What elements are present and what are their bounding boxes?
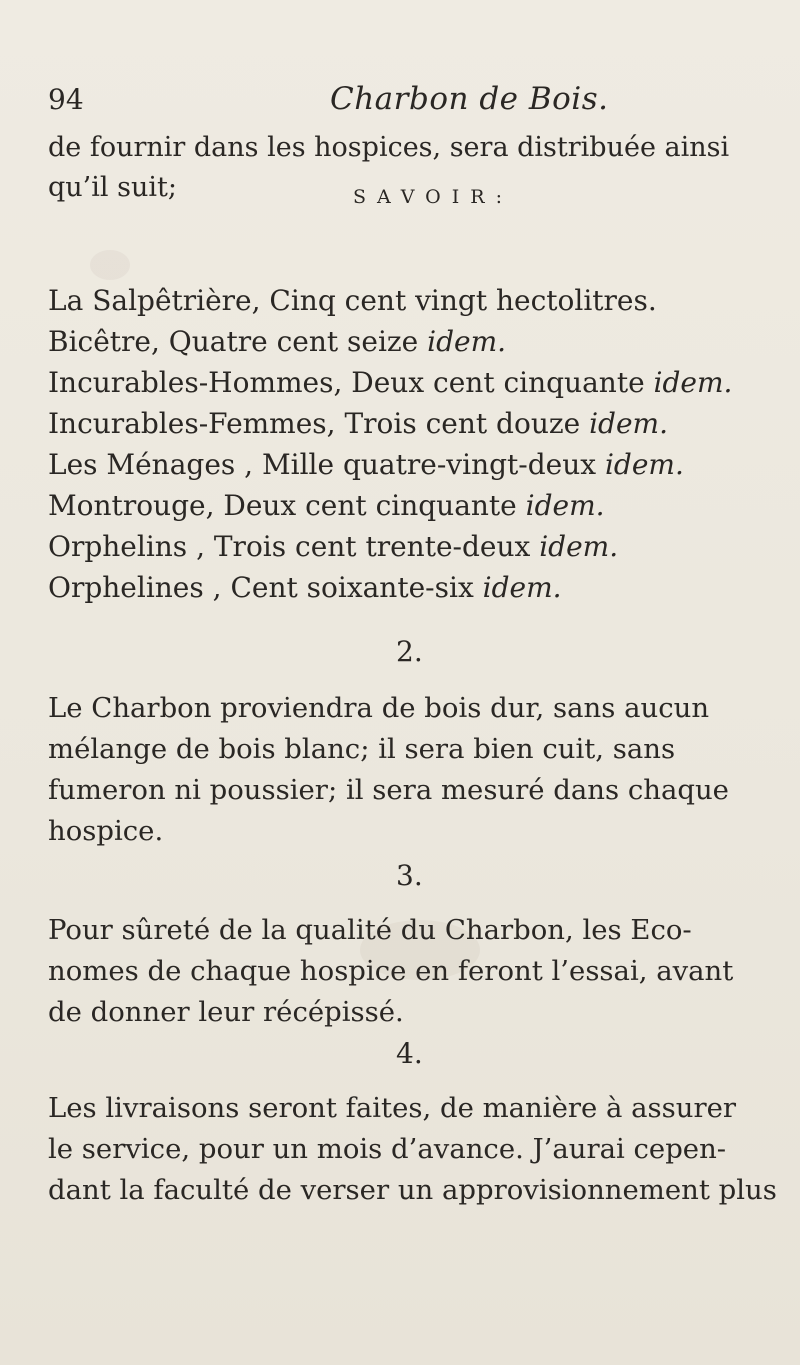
section-heading-savoir: SAVOIR: <box>353 186 513 208</box>
text-line: qu’il suit; <box>48 172 177 203</box>
text-line: hospice. <box>48 815 164 847</box>
page-header <box>48 80 768 120</box>
text-line: de donner leur récépissé. <box>48 996 404 1028</box>
list-item: Les Ménages , Mille quatre-vingt-deux idem. <box>48 448 684 481</box>
text-line: le service, pour un mois d’avance. J’aurai cepen- <box>48 1133 727 1165</box>
text-line: nomes de chaque hospice en feront l’essai, avant <box>48 955 734 987</box>
list-item: Orphelins , Trois cent trente-deux idem. <box>48 530 619 563</box>
article-number: 2. <box>396 635 423 668</box>
text-line: mélange de bois blanc; il sera bien cuit, sans <box>48 733 676 765</box>
list-item: La Salpêtrière, Cinq cent vingt hectolitres. <box>48 284 657 317</box>
article-paragraph <box>48 910 778 1033</box>
list-item: Bicêtre, Quatre cent seize idem. <box>48 325 507 358</box>
list-item: Incurables-Femmes, Trois cent douze idem. <box>48 407 668 440</box>
distribution-list <box>48 280 778 608</box>
article-number: 4. <box>396 1037 423 1070</box>
text-line: Pour sûreté de la qualité du Charbon, les Eco- <box>48 914 692 946</box>
list-item: Orphelines , Cent soixante-six idem. <box>48 571 562 604</box>
text-line: Les livraisons seront faites, de manière à assurer <box>48 1092 737 1124</box>
article-paragraph <box>48 688 778 852</box>
page-number: 94 <box>48 83 84 116</box>
text-line: dant la faculté de verser un approvisionnement plus <box>48 1174 777 1206</box>
running-title: Charbon de Bois. <box>330 81 609 117</box>
text-line: Le Charbon proviendra de bois dur, sans aucun <box>48 692 710 724</box>
list-item: Montrouge, Deux cent cinquante idem. <box>48 489 605 522</box>
text-line: de fournir dans les hospices, sera distribuée ainsi <box>48 132 730 163</box>
text-line: fumeron ni poussier; il sera mesuré dans chaque <box>48 774 729 806</box>
list-item: Incurables-Hommes, Deux cent cinquante idem. <box>48 366 733 399</box>
article-paragraph <box>48 1088 778 1211</box>
article-number: 3. <box>396 859 423 892</box>
paper-stain <box>90 250 130 280</box>
